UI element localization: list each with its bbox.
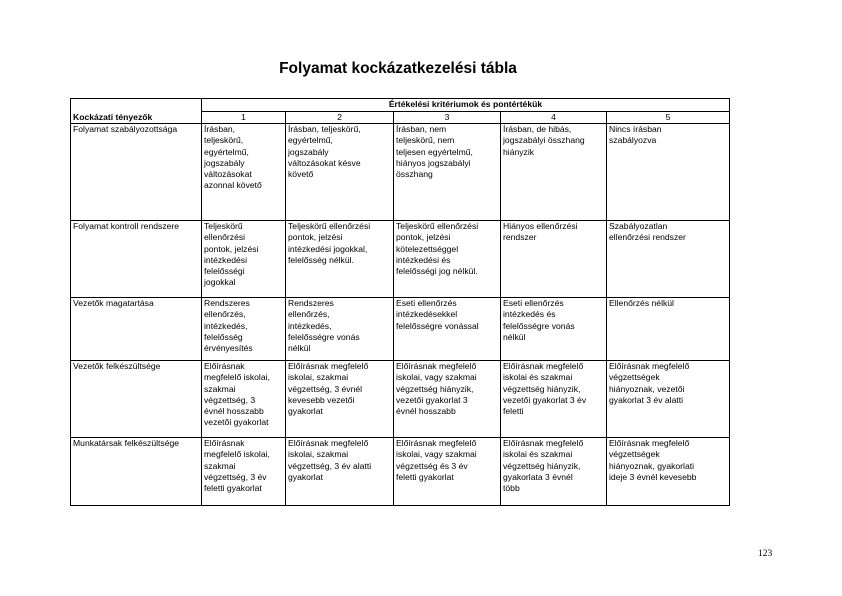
table-cell: Szabályozatlan ellenőrzési rendszer (607, 221, 730, 298)
table-cell: Eseti ellenőrzés intézkedésekkel felelősségre vonással (394, 298, 501, 361)
criteria-header: Értékelési kritériumok és pontértékük (202, 99, 730, 112)
table-cell: Írásban, nem teljeskörű, nem teljesen egyértelmű, hiányos jogszabályi összhang (394, 124, 501, 221)
factor-header-spacer (71, 99, 202, 112)
risk-factor-label: Vezetők magatartása (71, 298, 202, 361)
table-cell: Nincs írásban szabályozva (607, 124, 730, 221)
table-cell: Előírásnak megfelelő iskolai és szakmai végzettség hiányzik, gyakorlata 3 évnél több (501, 438, 607, 506)
table-cell: Rendszeres ellenőrzés, intézkedés, felelősség érvényesítés (202, 298, 286, 361)
score-column-header: 3 (394, 112, 501, 124)
risk-factor-label: Munkatársak felkészültsége (71, 438, 202, 506)
table-cell: Előírásnak megfelelő iskolai és szakmai végzettség hiányzik, vezetői gyakorlat 3 év feletti (501, 361, 607, 438)
table-cell: Teljeskörű ellenőrzési pontok, jelzési intézkedési jogokkal, felelősség nélkül. (286, 221, 394, 298)
risk-factor-label: Folyamat szabályozottsága (71, 124, 202, 221)
table-cell: Előírásnak megfelelő végzettségek hiányoznak, gyakorlati ideje 3 évnél kevesebb (607, 438, 730, 506)
table-row (71, 298, 730, 361)
table-row (71, 438, 730, 506)
table-cell: Írásban, teljeskörű, egyértelmű, jogszabály változásokat azonnal követő (202, 124, 286, 221)
table-row (71, 361, 730, 438)
risk-factor-label: Folyamat kontroll rendszere (71, 221, 202, 298)
table-cell: Előírásnak megfelelő iskolai, vagy szakmai végzettség és 3 év feletti gyakorlat (394, 438, 501, 506)
page-number: 123 (758, 549, 773, 559)
table-cell: Előírásnak megfelelő iskolai, vagy szakmai végzettség hiányzik, vezetői gyakorlat 3 évnél hosszabb (394, 361, 501, 438)
risk-management-table (70, 98, 730, 506)
table-cell: Rendszeres ellenőrzés, intézkedés, felelősségre vonás nélkül (286, 298, 394, 361)
page-title: Folyamat kockázatkezelési tábla (279, 60, 517, 77)
table-cell: Írásban, teljeskörű, egyértelmű, jogszabály változásokat késve követő (286, 124, 394, 221)
score-column-header: 2 (286, 112, 394, 124)
table-cell: Előírásnak megfelelő iskolai, szakmai végzettség, 3 évnél hosszabb vezetői gyakorlat (202, 361, 286, 438)
table-cell: Előírásnak megfelelő iskolai, szakmai végzettség, 3 év alatti gyakorlat (286, 438, 394, 506)
table-cell: Előírásnak megfelelő iskolai, szakmai végzettség, 3 évnél kevesebb vezetői gyakorlat (286, 361, 394, 438)
score-column-header: 4 (501, 112, 607, 124)
score-column-header: 5 (607, 112, 730, 124)
table-cell: Teljeskörű ellenőrzési pontok, jelzési kötelezettséggel intézkedési és felelősségi jog nélkül. (394, 221, 501, 298)
table-row (71, 124, 730, 221)
score-column-header: 1 (202, 112, 286, 124)
table-cell: Előírásnak megfelelő iskolai, szakmai végzettség, 3 év feletti gyakorlat (202, 438, 286, 506)
table-cell: Teljeskörű ellenőrzési pontok, jelzési intézkedési felelősségi jogokkal (202, 221, 286, 298)
table-cell: Előírásnak megfelelő végzettségek hiányoznak, vezetői gyakorlat 3 év alatti (607, 361, 730, 438)
table-cell: Eseti ellenőrzés intézkedés és felelősségre vonás nélkül (501, 298, 607, 361)
table-cell: Hiányos ellenőrzési rendszer (501, 221, 607, 298)
risk-factor-label: Vezetők felkészültsége (71, 361, 202, 438)
table-cell: Ellenőrzés nélkül (607, 298, 730, 361)
table-row (71, 221, 730, 298)
factor-header: Kockázati tényezők (71, 112, 202, 124)
table-cell: Írásban, de hibás, jogszabályi összhang hiányzik (501, 124, 607, 221)
